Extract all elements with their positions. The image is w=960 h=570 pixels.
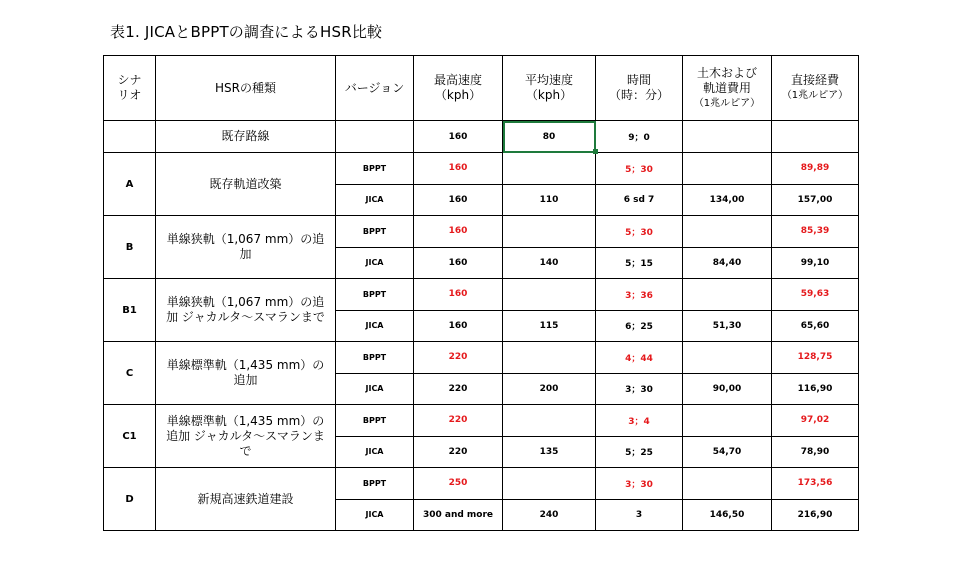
civil-cost-cell: 54,70 bbox=[683, 436, 772, 468]
table-row bbox=[104, 216, 859, 248]
version-cell: BPPT bbox=[336, 342, 414, 374]
hsr-type bbox=[156, 468, 336, 531]
max-speed-cell: 160 bbox=[414, 153, 503, 185]
civil-cost-cell bbox=[683, 153, 772, 185]
civil-cost-cell: 146,50 bbox=[683, 499, 772, 531]
existing-version-cell bbox=[336, 121, 414, 153]
scenario-id: D bbox=[104, 468, 156, 531]
time-cell: 6 sd 7 bbox=[596, 184, 683, 216]
avg-speed-cell bbox=[503, 216, 596, 248]
time-cell: 3；30 bbox=[596, 468, 683, 500]
hsr-type bbox=[156, 216, 336, 279]
max-speed-cell: 160 bbox=[414, 310, 503, 342]
header-avg-speed-label: 平均速度 bbox=[524, 73, 573, 87]
max-speed-cell: 300 and more bbox=[414, 499, 503, 531]
hsr-type bbox=[156, 279, 336, 342]
header-time-unit: （時：分） bbox=[608, 88, 669, 102]
table-row bbox=[104, 468, 859, 500]
time-cell: 3；30 bbox=[596, 373, 683, 405]
time-cell: 5；30 bbox=[596, 216, 683, 248]
hsr-type-label: 既存軌道改築 bbox=[209, 176, 282, 191]
header-time bbox=[596, 56, 683, 121]
avg-speed-cell: 200 bbox=[503, 373, 596, 405]
scenario-id: C bbox=[104, 342, 156, 405]
time-cell: 3；4 bbox=[596, 405, 683, 437]
avg-speed-cell bbox=[503, 468, 596, 500]
avg-speed-cell bbox=[503, 279, 596, 311]
table-row bbox=[104, 342, 859, 374]
scenario-id: C1 bbox=[104, 405, 156, 468]
existing-civil-cell bbox=[683, 121, 772, 153]
hsr-type bbox=[156, 153, 336, 216]
table-row bbox=[104, 405, 859, 437]
max-speed-cell: 160 bbox=[414, 247, 503, 279]
avg-speed-cell: 110 bbox=[503, 184, 596, 216]
direct-cost-cell: 157,00 bbox=[772, 184, 859, 216]
avg-speed-cell bbox=[503, 405, 596, 437]
header-scenario: シナリオ bbox=[104, 56, 156, 121]
header-hsr-type: HSRの種類 bbox=[156, 56, 336, 121]
existing-scenario-cell bbox=[104, 121, 156, 153]
existing-line-row bbox=[104, 121, 859, 153]
table-row bbox=[104, 279, 859, 311]
max-speed-cell: 220 bbox=[414, 405, 503, 437]
header-row bbox=[104, 56, 859, 121]
hsr-type-label: 単線標準軌（1,435 mm）の追加 bbox=[166, 358, 325, 387]
time-cell: 3 bbox=[596, 499, 683, 531]
direct-cost-cell: 99,10 bbox=[772, 247, 859, 279]
max-speed-cell: 160 bbox=[414, 216, 503, 248]
existing-direct-cell bbox=[772, 121, 859, 153]
header-max-speed-label: 最高速度 bbox=[433, 73, 482, 87]
hsr-type-label: 単線標準軌（1,435 mm）の追加 ジャカルタ〜スマランまで bbox=[166, 413, 325, 458]
direct-cost-cell: 116,90 bbox=[772, 373, 859, 405]
direct-cost-cell: 89,89 bbox=[772, 153, 859, 185]
existing-max-speed: 160 bbox=[414, 121, 503, 153]
existing-time: 9；0 bbox=[596, 121, 683, 153]
avg-speed-cell: 240 bbox=[503, 499, 596, 531]
direct-cost-cell: 173,56 bbox=[772, 468, 859, 500]
civil-cost-cell: 51,30 bbox=[683, 310, 772, 342]
version-cell: JICA bbox=[336, 499, 414, 531]
hsr-type bbox=[156, 405, 336, 468]
direct-cost-cell: 97,02 bbox=[772, 405, 859, 437]
hsr-type-label: 単線狭軌（1,067 mm）の追加 ジャカルタ〜スマランまで bbox=[166, 295, 325, 324]
version-cell: BPPT bbox=[336, 405, 414, 437]
header-avg-speed-unit: （kph） bbox=[525, 88, 573, 102]
avg-speed-cell bbox=[503, 153, 596, 185]
civil-cost-cell bbox=[683, 342, 772, 374]
avg-speed-cell: 115 bbox=[503, 310, 596, 342]
max-speed-cell: 220 bbox=[414, 373, 503, 405]
existing-type: 既存路線 bbox=[156, 121, 336, 153]
time-cell: 4；44 bbox=[596, 342, 683, 374]
header-max-speed bbox=[414, 56, 503, 121]
hsr-type-label: 単線狭軌（1,067 mm）の追加 bbox=[166, 232, 325, 261]
hsr-comparison-table bbox=[103, 55, 859, 531]
civil-cost-cell bbox=[683, 279, 772, 311]
version-cell: BPPT bbox=[336, 153, 414, 185]
version-cell: BPPT bbox=[336, 468, 414, 500]
scenario-id: B bbox=[104, 216, 156, 279]
direct-cost-cell: 85,39 bbox=[772, 216, 859, 248]
hsr-type bbox=[156, 342, 336, 405]
header-avg-speed bbox=[503, 56, 596, 121]
header-direct-cost bbox=[772, 56, 859, 121]
header-civil-cost-label: 土木および軌道費用 bbox=[696, 65, 757, 95]
header-direct-cost-unit: （1兆ルピア） bbox=[781, 90, 849, 101]
time-cell: 6；25 bbox=[596, 310, 683, 342]
civil-cost-cell bbox=[683, 468, 772, 500]
version-cell: JICA bbox=[336, 247, 414, 279]
direct-cost-cell: 78,90 bbox=[772, 436, 859, 468]
max-speed-cell: 220 bbox=[414, 436, 503, 468]
direct-cost-cell: 216,90 bbox=[772, 499, 859, 531]
civil-cost-cell: 134,00 bbox=[683, 184, 772, 216]
table-row bbox=[104, 153, 859, 185]
time-cell: 5；15 bbox=[596, 247, 683, 279]
direct-cost-cell: 59,63 bbox=[772, 279, 859, 311]
civil-cost-cell bbox=[683, 216, 772, 248]
scenario-id: A bbox=[104, 153, 156, 216]
civil-cost-cell: 84,40 bbox=[683, 247, 772, 279]
version-cell: JICA bbox=[336, 436, 414, 468]
existing-avg-speed-selected-cell[interactable]: 80 bbox=[503, 121, 596, 153]
direct-cost-cell: 128,75 bbox=[772, 342, 859, 374]
civil-cost-cell: 90,00 bbox=[683, 373, 772, 405]
avg-speed-cell: 140 bbox=[503, 247, 596, 279]
max-speed-cell: 160 bbox=[414, 279, 503, 311]
header-version: バージョン bbox=[336, 56, 414, 121]
max-speed-cell: 220 bbox=[414, 342, 503, 374]
header-max-speed-unit: （kph） bbox=[434, 88, 482, 102]
header-civil-cost-unit: （1兆ルピア） bbox=[693, 97, 761, 109]
max-speed-cell: 250 bbox=[414, 468, 503, 500]
max-speed-cell: 160 bbox=[414, 184, 503, 216]
version-cell: JICA bbox=[336, 310, 414, 342]
table-title: 表1. JICAとBPPTの調査によるHSR比較 bbox=[110, 23, 383, 41]
direct-cost-cell: 65,60 bbox=[772, 310, 859, 342]
header-time-label: 時間 bbox=[626, 73, 651, 87]
selection-fill-handle[interactable] bbox=[593, 149, 598, 154]
avg-speed-cell bbox=[503, 342, 596, 374]
time-cell: 5；30 bbox=[596, 153, 683, 185]
time-cell: 3；36 bbox=[596, 279, 683, 311]
civil-cost-cell bbox=[683, 405, 772, 437]
header-civil-cost bbox=[683, 56, 772, 121]
version-cell: JICA bbox=[336, 373, 414, 405]
version-cell: JICA bbox=[336, 184, 414, 216]
scenario-id: B1 bbox=[104, 279, 156, 342]
time-cell: 5；25 bbox=[596, 436, 683, 468]
version-cell: BPPT bbox=[336, 279, 414, 311]
hsr-type-label: 新規高速鉄道建設 bbox=[197, 491, 294, 506]
header-direct-cost-label: 直接経費 bbox=[790, 73, 839, 87]
avg-speed-cell: 135 bbox=[503, 436, 596, 468]
version-cell: BPPT bbox=[336, 216, 414, 248]
